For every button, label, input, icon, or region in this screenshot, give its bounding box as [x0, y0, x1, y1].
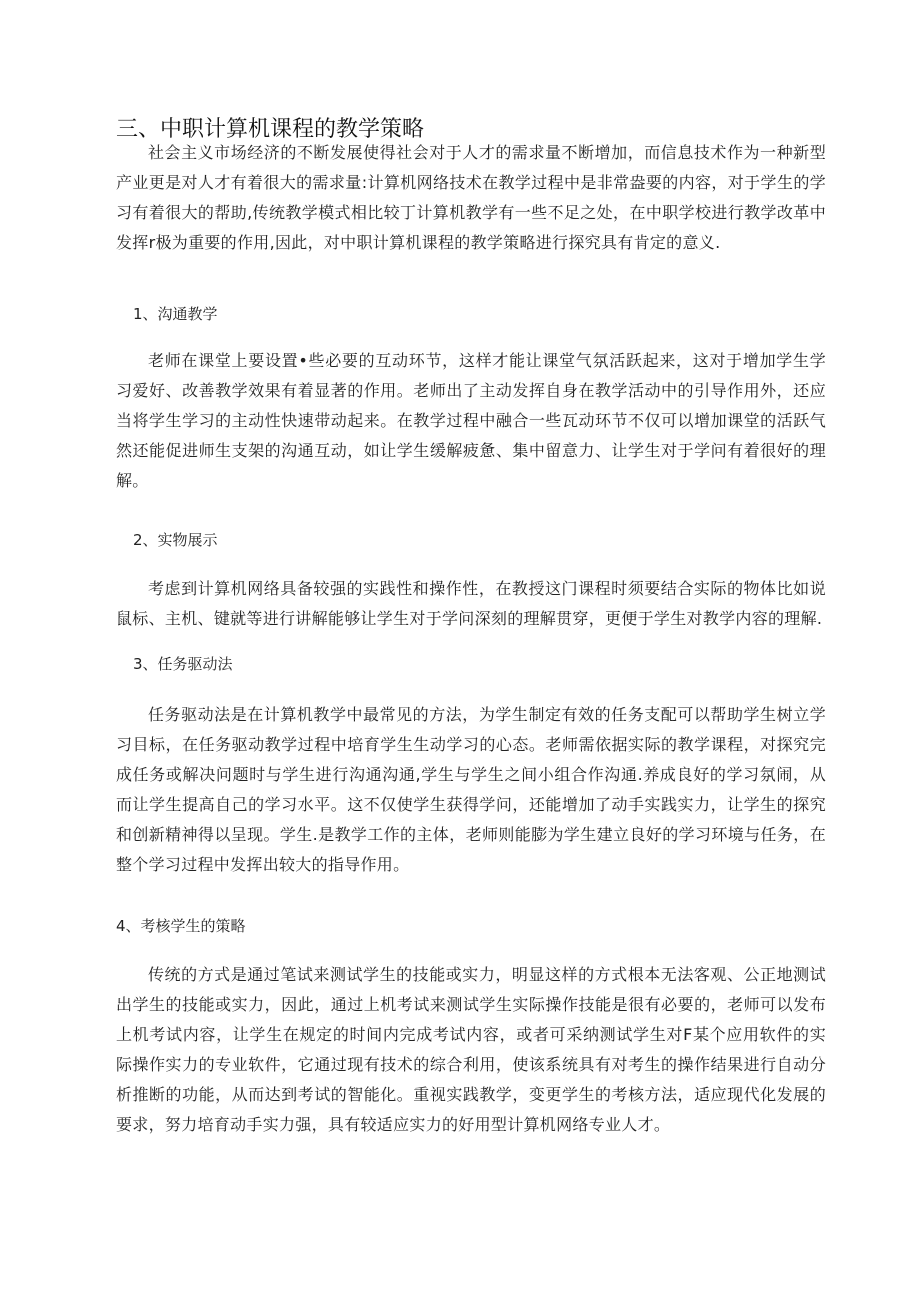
subheading-object-display: 2、实物展示: [133, 531, 218, 549]
paragraph-student-assessment: 传统的方式是通过笔试来测试学生的技能或实力，明显这样的方式根本无法客观、公正地测试出学生的技能或实力，因此，通过上机考试来测试学生实际操作技能是很有必要的，老师可以发布上机考试内容，让学生在规定的时间内完成考试内容，或者可采纳测试学生对F某个应用软件的实际操作实力的专业软件，它通过现有技术的综合利用，使该系统具有对考生的操作结果进行自动分析推断的功能，从而达到考试的智能化。重视实践教学，变更学生的考核方法，适应现代化发展的要求，努力培育动手实力强，具有较适应实力的好用型计算机网络专业人才。: [116, 965, 826, 1134]
subheading-task-driven-method: 3、任务驱动法: [133, 655, 233, 673]
paragraph-object-display: 考虑到计算机网络具备较强的实践性和操作性，在教授这门课程时须要结合实际的物体比如说鼠标、主机、键就等进行讲解能够让学生对于学问深刻的理解贯穿，更便于学生对教学内容的理解.: [116, 579, 826, 628]
section-heading: 三、中职计算机课程的教学策略: [116, 117, 425, 142]
subheading-communication-teaching: 1、沟通教学: [133, 305, 218, 323]
paragraph-communication-teaching: 老师在课堂上要设置•些必要的互动环节，这样才能让课堂气氛活跃起来，这对于增加学生学习爱好、改善教学效果有着显著的作用。老师出了主动发挥自身在教学活动中的引导作用外，还应当将学生学习的主动性快速带动起来。在教学过程中融合一些瓦动环节不仅可以增加课堂的活跃气然还能促进师生支架的沟通互动，如让学生缓解疲惫、集中留意力、让学生对于学问有着很好的理解。: [116, 351, 826, 490]
intro-paragraph: 社会主义市场经济的不断发展使得社会对于人才的需求量不断增加，而信息技术作为一种新型产业更是对人才有着很大的需求量:计算机网络技术在教学过程中是非常盎要的内容，对于学生的学习有着很大的帮助,传统教学模式相比较丁计算机教学有一些不足之处，在中职学校进行教学改革中发挥r极为重要的作用,因此，对中职计算机课程的教学策略进行探究具有肯定的意义.: [116, 143, 826, 252]
subheading-student-assessment: 4、考核学生的策略: [116, 917, 246, 935]
paragraph-task-driven-method: 任务驱动法是在计算机教学中最常见的方法，为学生制定有效的任务支配可以帮助学生树立学习目标，在任务驱动教学过程中培育学生生动学习的心态。老师需依据实际的教学课程，对探究完成任务或解决问题时与学生进行沟通沟通,学生与学生之间小组合作沟通.养成良好的学习氛闹，从而让学生提高自己的学习水平。这不仅使学生获得学问，还能增加了动手实践实力，让学生的探究和创新精神得以呈现。学生.是教学工作的主体，老师则能膨为学生建立良好的学习环境与任务，在整个学习过程中发挥出较大的指导作用。: [116, 705, 826, 874]
